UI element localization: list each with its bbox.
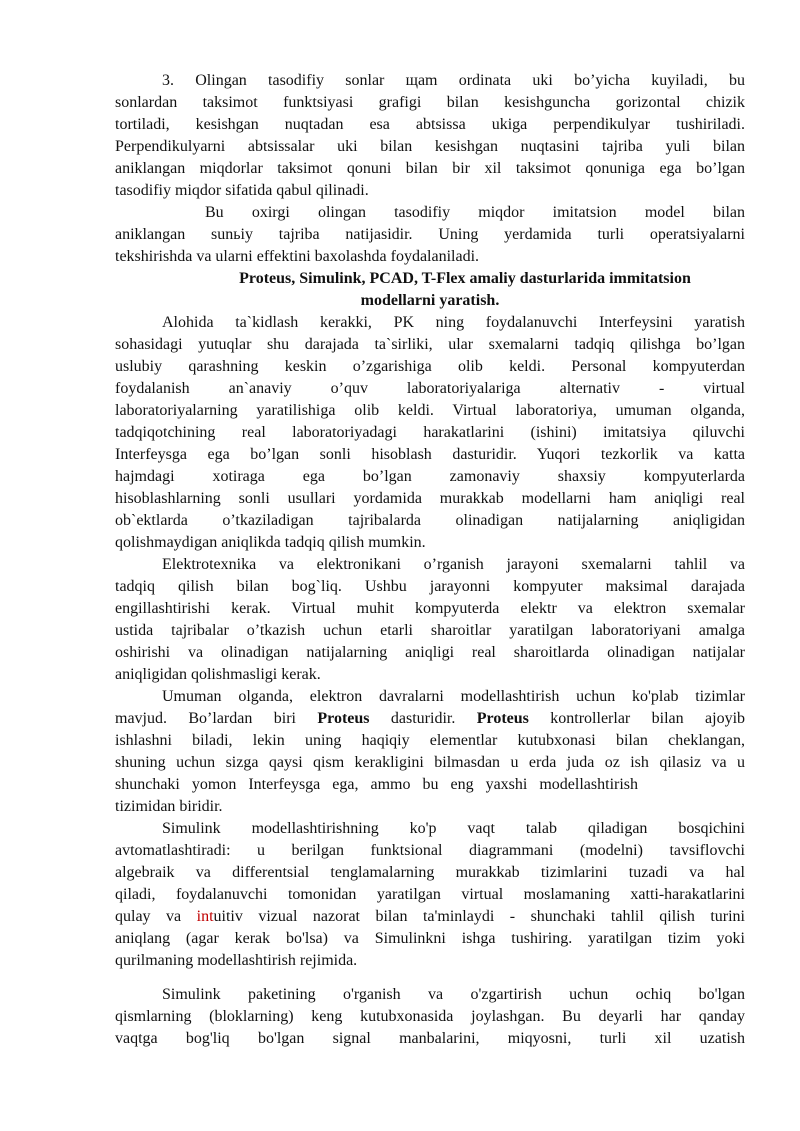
section-heading-line-2: modellarni yaratish. [360,292,500,309]
p4-line-6: aniqligidan qolishmasligi kerak. [115,666,321,683]
p1-line-1: 3. Olingan tasodifiy sonlar щam ordinata uki bo’yicha kuyiladi, bu [162,72,745,89]
p4-line-4: ustida tajribalar o’tkazish uchun etarli sharoitlar yaratilgan laboratoriyani amalga [115,622,745,639]
p6-line-3: algebraik va differentsial tenglamalarning murakkab tizimlarini tuzadi va hal [115,864,745,881]
p3-line-3: uslubiy qarashning keskin o’zgarishiga olib keldi. Personal kompyuterdan [115,358,745,375]
p2-line-2: aniklangan sunьiy tajriba natijasidir. Uning yerdamida turli operatsiyalarni [115,226,745,243]
p7-line-1: Simulink paketining o'rganish va o'zgartirish uchun ochiq bo'lgan [162,986,745,1003]
p2-line-1: Bu oxirgi olingan tasodifiy miqdor imitatsion model bilan [205,204,745,221]
p6-line-2: avtomatlashtiradi: u berilgan funktsional diagrammani (modelni) tavsiflovchi [115,842,745,859]
p3-line-6: tadqiqotchining real laboratoriyadagi harakatlarini (ishini) imitatsiya qiluvchi [115,424,745,441]
p5-line-2-e: kontrollerlar bilan ajoyib [528,710,746,727]
p3-line-2: sohasidagi yutuqlar shu darajada ta`sirliki, ular sxemalarni tadqiq qilishga bo’lgan [115,336,745,353]
p4-line-5: oshirishi va olinadigan natijalarning aniqligi real sharoitlarda olinadigan natijalar [115,644,745,661]
p6-line-4: qiladi, foydalanuvchi tomonidan yaratilgan virtual moslamaning xatti-harakatlarini [115,886,745,903]
p5-line-4: shuning uchun sizga qaysi qism kerakligini bilmasdan u erda juda oz ish qilasiz va u [115,754,745,771]
p1-line-3: tortiladi, kesishgan nuqtadan esa abtsissa ukiga perpendikulyar tushiriladi. [115,116,745,133]
p5-line-3: ishlashni biladi, lekin uning haqiqiy elementlar kutubxonasi bilan cheklangan, [115,732,745,749]
p5-line-2-c: dasturidir. [369,710,477,727]
p1-line-2: sonlardan taksimot funktsiyasi grafigi bilan kesishguncha gorizontal chizik [115,94,745,111]
p1-line-4: Perpendikulyarni abtsissalar uki bilan kesishgan nuqtasini tajriba yuli bilan [115,138,745,155]
p4-line-2: tadqiq qilish bilan bog`liq. Ushbu jarayonni kompyuter maksimal darajada [115,578,745,595]
proteus-name-1: Proteus [317,710,370,727]
section-heading-line-1: Proteus, Simulink, PCAD, T-Flex amaliy dasturlarida immitatsion [239,270,691,287]
p7-line-2: qismlarning (bloklarning) keng kutubxonasida joylashgan. Bu deyarli har qanday [115,1008,745,1025]
p3-line-8: hajmdagi xotiraga ega bo’lgan zamonaviy shaxsiy kompyuterlarda [115,468,745,485]
p6-line-5-a: qulay va [115,908,197,925]
p5-line-2 [115,708,745,730]
p6-line-7: qurilmaning modellashtirish rejimida. [115,952,358,969]
p5-line-1: Umuman olganda, elektron davralarni modellashtirish uchun ko'plab tizimlar [162,688,745,705]
p6-highlight-int: int [196,908,214,925]
p4-line-3: engillashtirishi kerak. Virtual muhit kompyuterda elektr va elektron sxemalar [115,600,745,617]
p2-line-3: tekshirishda va ularni effektini baxolashda foydalaniladi. [115,248,480,265]
p3-line-9: hisoblashlarning sonli usullari yordamida murakkab modellarni ham aniqligi real [115,490,745,507]
p5-line-6: tizimidan biridir. [115,798,223,815]
p1-line-6: tasodifiy miqdor sifatida qabul qilinadi. [115,182,369,199]
p6-line-5-b: uitiv vizual nazorat bilan ta'minlaydi - shunchaki tahlil qilish turini [213,908,745,925]
p3-line-5: laboratoriyalarning yaratilishiga olib keldi. Virtual laboratoriya, umuman olganda, [115,402,745,419]
p6-line-5 [115,906,745,928]
p3-line-7: Interfeysga ega bo’lgan sonli hisoblash dasturidir. Yuqori tezkorlik va katta [115,446,745,463]
p3-line-1: Alohida ta`kidlash kerakki, PK ning foydalanuvchi Interfeysini yaratish [162,314,745,331]
p5-line-2-a: mavjud. Bo’lardan biri [115,710,318,727]
p7-line-3: vaqtga bog'liq bo'lgan signal manbalarini, miqyosni, turli xil uzatish [115,1030,745,1047]
p1-line-5: aniklangan miqdorlar taksimot qonuni bilan bir xil taksimot qonuniga ega bo’lgan [115,160,745,177]
p3-line-11: qolishmaydigan aniqlikda tadqiq qilish mumkin. [115,534,426,551]
p5-line-5: shunchaki yomon Interfeysga ega, ammo bu eng yaxshi modellashtirish [115,776,639,793]
p6-line-1: Simulink modellashtirishning ko'p vaqt talab qiladigan bosqichini [162,820,745,837]
p4-line-1: Elektrotexnika va elektronikani o’rganish jarayoni sxemalarni tahlil va [162,556,745,573]
p6-line-6: aniqlang (agar kerak bo'lsa) va Simulinkni ishga tushiring. yaratilgan tizim yoki [115,930,745,947]
p3-line-4: foydalanish an`anaviy o’quv laboratoriyalariga alternativ - virtual [115,380,745,397]
proteus-name-2: Proteus [476,710,529,727]
p3-line-10: ob`ektlarda o’tkaziladigan tajribalarda olinadigan natijalarning aniqligidan [115,512,745,529]
